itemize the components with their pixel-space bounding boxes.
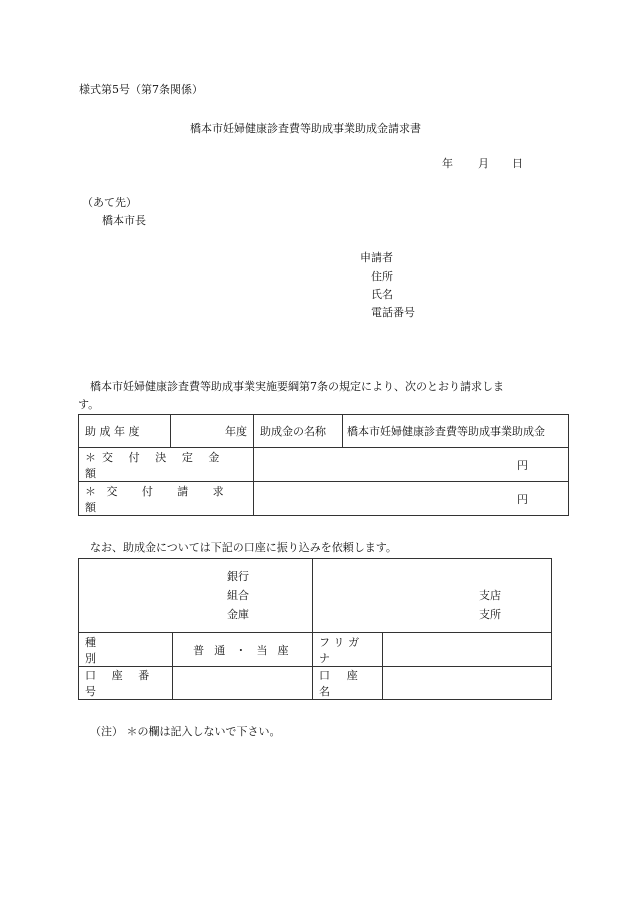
footnote: （注） ＊の欄は記入しないで下さい。 [90,725,281,738]
intro-text-line2: す。 [78,398,100,411]
union-label: 組合 [227,589,249,602]
account-type-label: 種 別 [79,633,173,667]
intro-text-line1: 橋本市妊婦健康診査費等助成事業実施要綱第7条の規定により、次のとおり請求しま [90,380,504,393]
decision-amount-yen: 円 [254,448,569,482]
claim-table-row [79,448,569,482]
claim-table [78,414,569,516]
fiscal-year-label: 助 成 年 度 [79,415,171,448]
applicant-name-label: 氏名 [371,288,393,301]
furigana-label: フリガナ [313,633,383,667]
fiscal-year-unit: 年度 [171,415,254,448]
account-name-value [383,667,552,700]
office-label: 支所 [479,608,501,621]
claim-amount-label: ＊交 付 請 求 額 [79,482,254,516]
subsidy-name-label: 助成金の名称 [254,415,343,448]
account-name-label: 口 座 名 [313,667,383,700]
addressee-name: 橋本市長 [102,214,146,227]
transfer-note: なお、助成金については下記の口座に振り込みを依頼します。 [90,541,397,554]
applicant-heading: 申請者 [360,251,393,264]
document-title: 橋本市妊婦健康診査費等助成事業助成金請求書 [190,122,421,135]
date-month-label: 月 [478,157,489,170]
date-year-label: 年 [442,157,453,170]
furigana-value [383,633,552,667]
credit-label: 金庫 [227,608,249,621]
bank-table-row [79,559,552,633]
bank-table [78,558,552,700]
branch-label: 支店 [479,589,501,602]
subsidy-name-value: 橋本市妊婦健康診査費等助成事業助成金 [343,415,569,448]
bank-table-row [79,667,552,700]
branch-cell [313,559,552,633]
applicant-phone-label: 電話番号 [371,306,415,319]
bank-label: 銀行 [227,570,249,583]
account-number-value [173,667,313,700]
account-number-label: 口 座 番 号 [79,667,173,700]
claim-amount-yen: 円 [254,482,569,516]
form-number: 様式第5号（第7条関係） [79,83,203,96]
addressee-label: （あて先） [82,196,137,209]
bank-name-cell [79,559,313,633]
date-day-label: 日 [512,157,523,170]
bank-table-row [79,633,552,667]
account-type-value: 普 通 ・ 当 座 [173,633,313,667]
claim-table-row [79,482,569,516]
claim-table-row [79,415,569,448]
applicant-address-label: 住所 [371,270,393,283]
decision-amount-label: ＊交 付 決 定 金 額 [79,448,254,482]
